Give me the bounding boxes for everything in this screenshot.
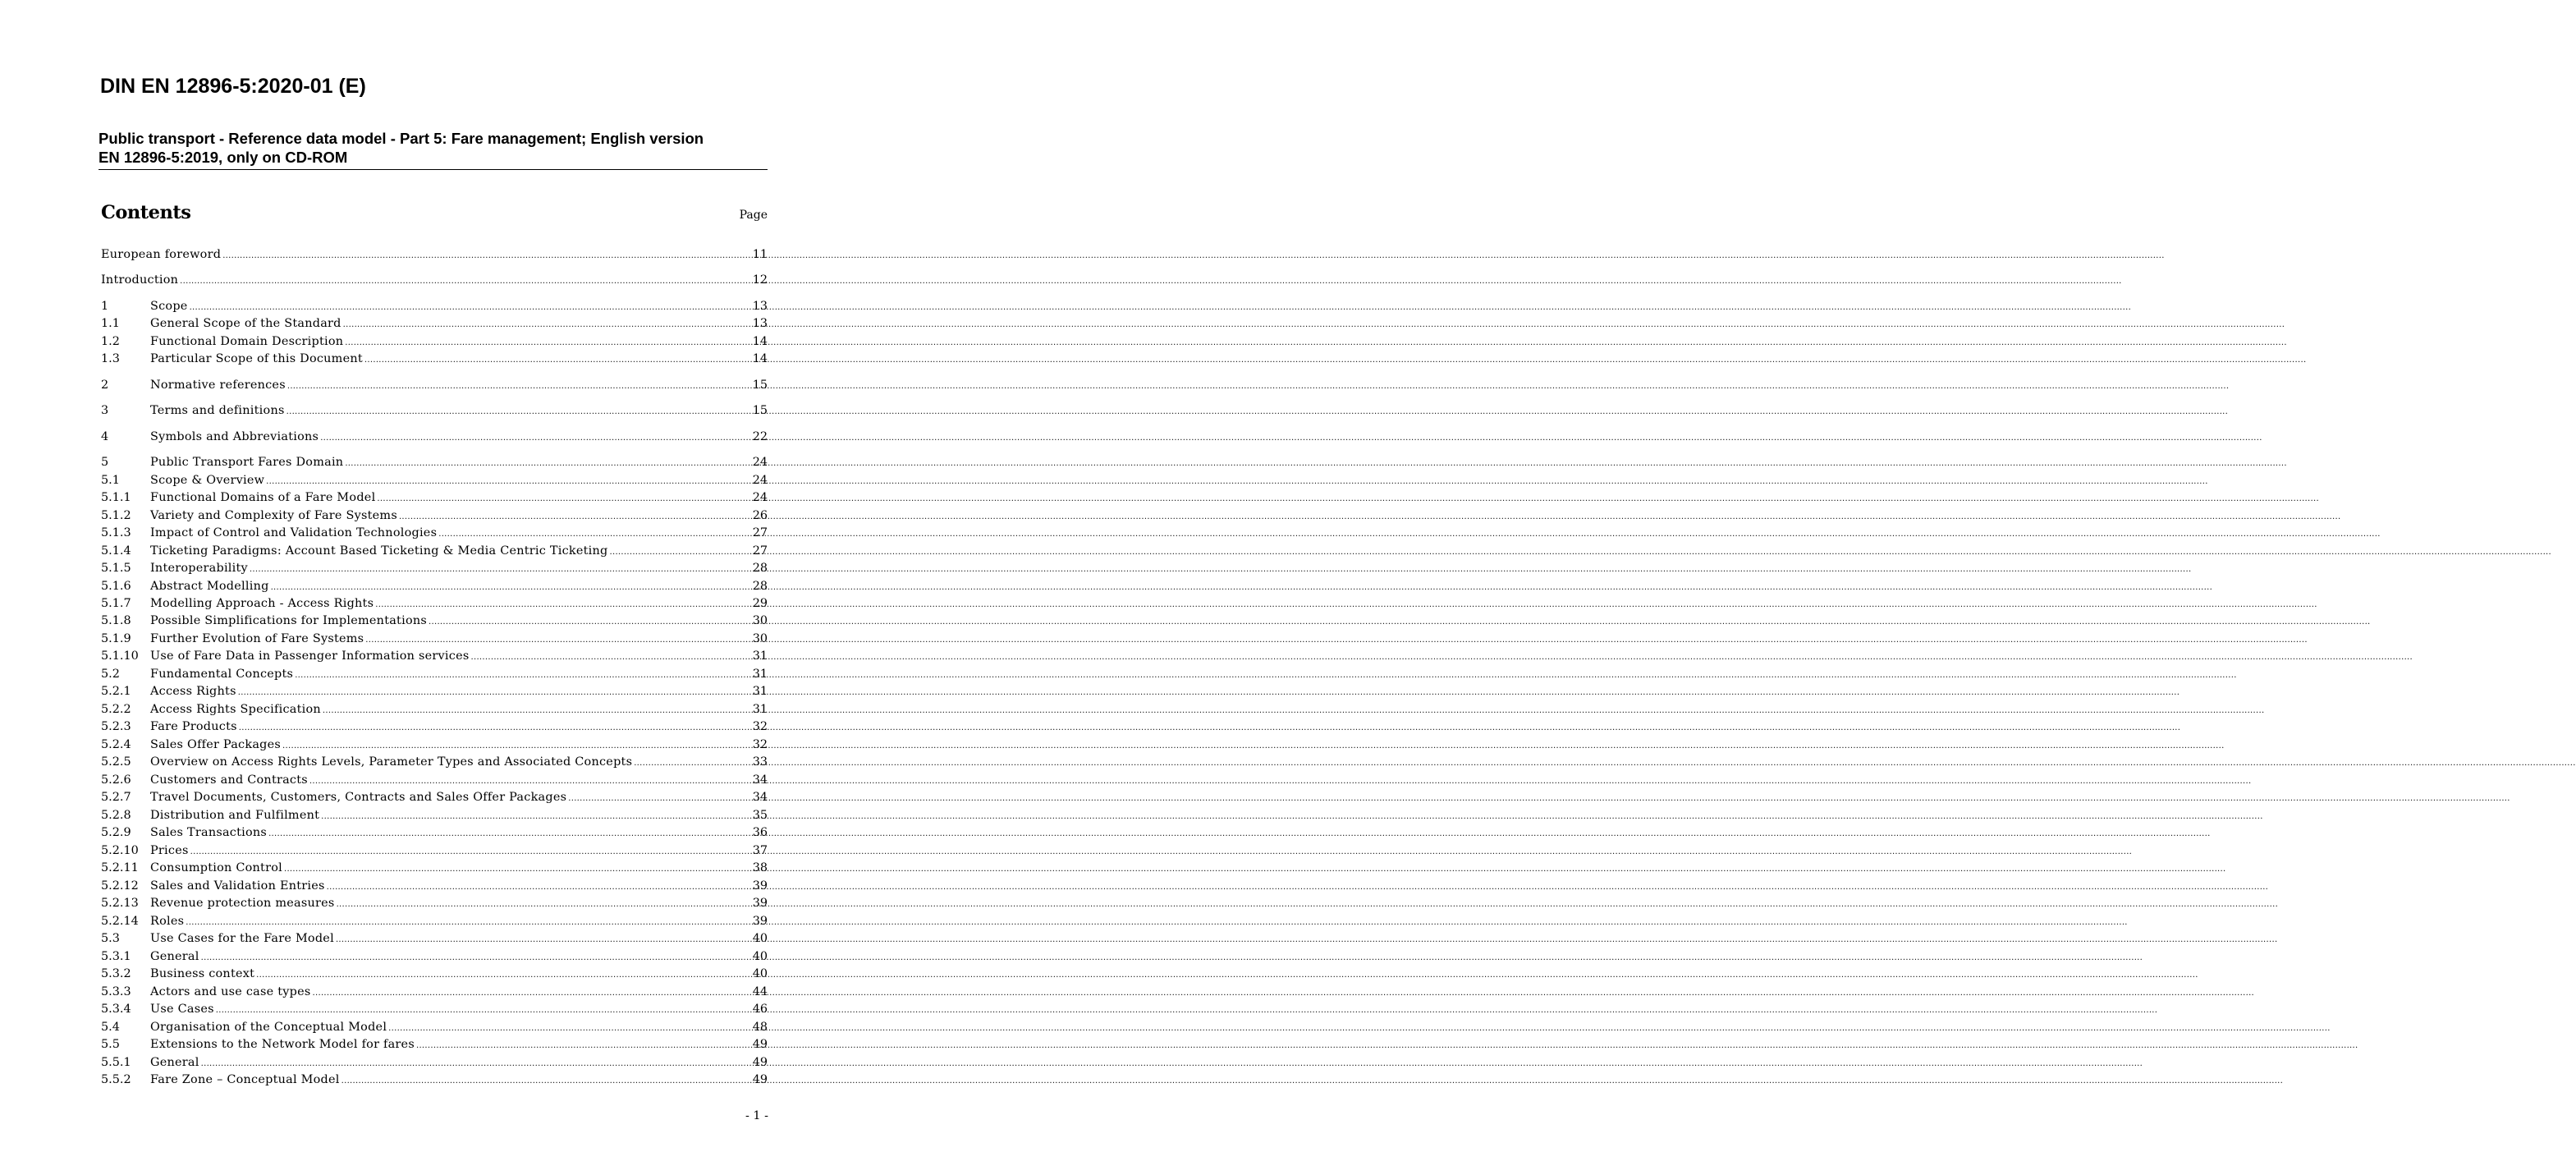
toc-entry-title: Impact of Control and Validation Technologies — [150, 526, 438, 539]
toc-entry-number: 5.5.1 — [101, 1056, 131, 1069]
toc-entry[interactable] — [101, 842, 768, 860]
toc-entry-number: 5.4 — [101, 1021, 120, 1034]
toc-entry[interactable] — [101, 718, 768, 736]
toc-entry[interactable] — [101, 507, 768, 525]
toc-entry-title: Scope & Overview — [150, 474, 265, 487]
toc-entry-number: 5.2.1 — [101, 685, 131, 698]
toc-entry-number: 5.2.9 — [101, 826, 131, 839]
toc-entry[interactable] — [101, 315, 768, 333]
toc-entry-title: Modelling Approach - Access Rights — [150, 597, 374, 610]
toc-entry[interactable] — [101, 878, 768, 895]
toc-entry-page: 31 — [752, 703, 768, 716]
toc-entry-number: 5.2.14 — [101, 915, 139, 928]
toc-entry[interactable] — [101, 948, 768, 966]
toc-dot-leader — [201, 1055, 751, 1072]
toc-dot-leader — [337, 896, 751, 913]
page-number: - 1 - — [745, 1109, 768, 1122]
toc-entry-title: General — [150, 950, 199, 963]
toc-dot-leader — [286, 403, 751, 420]
toc-entry-number: 5.1.8 — [101, 614, 131, 627]
toc-entry-title: Symbols and Abbreviations — [150, 430, 319, 443]
toc-entry-title: Terms and definitions — [150, 404, 285, 417]
header-divider — [99, 169, 768, 170]
toc-dot-leader — [343, 316, 751, 333]
toc-entry-number: 1 — [101, 300, 109, 313]
toc-entry-title: Fare Zone – Conceptual Model — [150, 1073, 340, 1086]
toc-entry-title: Distribution and Fulfilment — [150, 809, 320, 822]
toc-entry-page: 15 — [752, 404, 768, 417]
toc-entry-page: 31 — [752, 668, 768, 681]
toc-entry-number: 5.1.6 — [101, 580, 131, 593]
toc-entry[interactable] — [101, 807, 768, 824]
toc-dot-leader — [323, 702, 751, 719]
toc-entry-title: General — [150, 1056, 199, 1069]
toc-dot-leader — [429, 613, 751, 631]
toc-dot-leader — [365, 631, 750, 649]
toc-entry[interactable] — [101, 648, 768, 665]
toc-entry-title: Overview on Access Rights Levels, Parameter Types and Associated Concepts — [150, 755, 633, 769]
toc-entry-number: 5.3.4 — [101, 1003, 131, 1016]
toc-dot-leader — [190, 843, 751, 861]
toc-dot-leader — [320, 429, 751, 447]
toc-entry-title: Use Cases — [150, 1003, 214, 1016]
toc-entry-page: 37 — [752, 844, 768, 857]
toc-entry[interactable] — [101, 402, 768, 420]
toc-dot-leader — [345, 455, 750, 472]
toc-entry[interactable] — [101, 772, 768, 789]
toc-entry-title: Ticketing Paradigms: Account Based Ticketing & Media Centric Ticketing — [150, 544, 608, 558]
toc-entry-number: 4 — [101, 430, 109, 443]
toc-entry-number: 5.2 — [101, 668, 120, 681]
toc-entry-title: European foreword — [101, 248, 222, 261]
toc-entry-page: 35 — [752, 809, 768, 822]
toc-entry[interactable] — [101, 966, 768, 983]
toc-entry-title: Fare Products — [150, 720, 237, 733]
toc-entry-page: 48 — [752, 1021, 768, 1034]
toc-entry-number: 5.3 — [101, 932, 120, 945]
toc-entry[interactable] — [101, 272, 768, 289]
toc-entry-page: 13 — [752, 317, 768, 330]
toc-dot-leader — [610, 544, 751, 561]
toc-dot-leader — [268, 825, 751, 842]
toc-entry-title: Use Cases for the Fare Model — [150, 932, 334, 945]
toc-dot-leader — [438, 526, 750, 543]
toc-entry-page: 39 — [752, 897, 768, 910]
toc-entry-number: 5.1.2 — [101, 509, 131, 522]
toc-entry-title: Access Rights Specification — [150, 703, 321, 716]
toc-entry[interactable] — [101, 1054, 768, 1072]
toc-entry-page: 32 — [752, 720, 768, 733]
toc-entry[interactable] — [101, 333, 768, 351]
toc-entry[interactable] — [101, 701, 768, 718]
toc-entry-page: 32 — [752, 738, 768, 751]
toc-entry-title: Functional Domain Description — [150, 335, 344, 348]
toc-entry[interactable] — [101, 1019, 768, 1036]
toc-entry-title: Scope — [150, 300, 188, 313]
toc-entry-page: 29 — [752, 597, 768, 610]
toc-entry-page: 14 — [752, 352, 768, 365]
toc-entry-number: 5.2.2 — [101, 703, 131, 716]
toc-entry-title: Actors and use case types — [150, 985, 311, 998]
toc-entry-number: 5.1.1 — [101, 491, 131, 504]
toc-entry-page: 24 — [752, 474, 768, 487]
toc-entry-page: 27 — [752, 544, 768, 558]
toc-entry-page: 12 — [752, 273, 768, 287]
toc-entry[interactable] — [101, 860, 768, 877]
toc-entry-number: 1.3 — [101, 352, 120, 365]
toc-entry-page: 49 — [752, 1073, 768, 1086]
toc-entry[interactable] — [101, 454, 768, 471]
toc-dot-leader — [282, 737, 751, 755]
toc-entry-page: 40 — [752, 967, 768, 980]
toc-entry[interactable] — [101, 737, 768, 754]
page-column-label: Page — [739, 209, 768, 222]
toc-dot-leader — [284, 861, 751, 878]
toc-entry-title: Access Rights — [150, 685, 236, 698]
toc-entry-title: Introduction — [101, 273, 179, 287]
toc-entry[interactable] — [101, 930, 768, 948]
toc-dot-leader — [345, 334, 750, 351]
toc-dot-leader — [186, 914, 750, 931]
toc-entry-title: Revenue protection measures — [150, 897, 335, 910]
toc-dot-leader — [321, 808, 751, 825]
toc-entry[interactable] — [101, 377, 768, 394]
toc-entry-page: 15 — [752, 379, 768, 392]
toc-entry[interactable] — [101, 631, 768, 648]
toc-entry-number: 5.5.2 — [101, 1073, 131, 1086]
toc-entry-number: 5.1.9 — [101, 632, 131, 645]
toc-entry-title: Interoperability — [150, 562, 248, 575]
toc-entry-number: 5.2.4 — [101, 738, 131, 751]
toc-entry-number: 5.1.7 — [101, 597, 131, 610]
toc-entry-title: Abstract Modelling — [150, 580, 269, 593]
toc-entry-page: 34 — [752, 773, 768, 787]
toc-dot-leader — [341, 1072, 751, 1090]
toc-entry-page: 28 — [752, 580, 768, 593]
toc-entry-number: 5.5 — [101, 1038, 120, 1051]
toc-entry-page: 31 — [752, 649, 768, 663]
toc-entry-title: Normative references — [150, 379, 286, 392]
toc-entry-number: 1.2 — [101, 335, 120, 348]
toc-entry[interactable] — [101, 984, 768, 1001]
toc-entry[interactable] — [101, 525, 768, 542]
toc-entry-page: 14 — [752, 335, 768, 348]
toc-dot-leader — [634, 755, 750, 772]
toc-entry-page: 39 — [752, 915, 768, 928]
toc-entry-title: Customers and Contracts — [150, 773, 308, 787]
toc-entry[interactable] — [101, 298, 768, 315]
toc-entry-title: Public Transport Fares Domain — [150, 456, 344, 469]
toc-entry[interactable] — [101, 789, 768, 806]
toc-entry-number: 5.1.5 — [101, 562, 131, 575]
toc-entry[interactable] — [101, 666, 768, 683]
toc-entry-title: Possible Simplifications for Implementations — [150, 614, 428, 627]
toc-entry-number: 5.2.8 — [101, 809, 131, 822]
toc-entry[interactable] — [101, 1001, 768, 1018]
toc-entry-title: Particular Scope of this Document — [150, 352, 363, 365]
toc-entry[interactable] — [101, 754, 768, 771]
toc-entry[interactable] — [101, 246, 768, 264]
toc-entry-page: 31 — [752, 685, 768, 698]
toc-entry-number: 3 — [101, 404, 109, 417]
toc-dot-leader — [271, 579, 751, 596]
toc-entry-page: 30 — [752, 632, 768, 645]
toc-entry-page: 40 — [752, 950, 768, 963]
toc-entry-title: Roles — [150, 915, 185, 928]
toc-entry-page: 24 — [752, 491, 768, 504]
toc-entry-number: 5.1.10 — [101, 649, 139, 663]
document-id: DIN EN 12896-5:2020-01 (E) — [100, 75, 366, 98]
toc-entry-number: 5.2.6 — [101, 773, 131, 787]
toc-entry-title: General Scope of the Standard — [150, 317, 341, 330]
toc-entry-title: Fundamental Concepts — [150, 668, 294, 681]
toc-dot-leader — [568, 790, 750, 807]
toc-entry-title: Prices — [150, 844, 189, 857]
toc-entry[interactable] — [101, 595, 768, 613]
toc-entry-page: 11 — [752, 248, 768, 261]
toc-entry-number: 5.2.11 — [101, 861, 139, 874]
toc-entry-page: 36 — [752, 826, 768, 839]
toc-dot-leader — [256, 966, 751, 984]
toc-entry-number: 2 — [101, 379, 109, 392]
toc-entry-page: 34 — [752, 791, 768, 804]
toc-entry[interactable] — [101, 895, 768, 912]
toc-dot-leader — [388, 1020, 751, 1037]
toc-entry-number: 5.3.1 — [101, 950, 131, 963]
toc-dot-leader — [377, 490, 750, 507]
toc-dot-leader — [180, 273, 751, 290]
toc-dot-leader — [416, 1037, 751, 1054]
toc-entry[interactable] — [101, 543, 768, 560]
contents-heading: Contents — [101, 202, 191, 223]
toc-entry-page: 27 — [752, 526, 768, 539]
subtitle-line-2: EN 12896-5:2019, only on CD-ROM — [99, 149, 348, 166]
toc-entry-page: 33 — [752, 755, 768, 769]
toc-entry[interactable] — [101, 1036, 768, 1053]
toc-entry-number: 5.1 — [101, 474, 120, 487]
toc-entry-page: 49 — [752, 1056, 768, 1069]
toc-dot-leader — [287, 378, 751, 395]
toc-entry-number: 5 — [101, 456, 109, 469]
toc-entry-number: 5.2.13 — [101, 897, 139, 910]
toc-entry-page: 46 — [752, 1003, 768, 1016]
toc-dot-leader — [313, 984, 751, 1002]
toc-entry[interactable] — [101, 578, 768, 595]
toc-entry-title: Business context — [150, 967, 255, 980]
toc-entry-page: 28 — [752, 562, 768, 575]
toc-entry-page: 22 — [752, 430, 768, 443]
toc-entry-number: 1.1 — [101, 317, 120, 330]
toc-entry-title: Travel Documents, Customers, Contracts and Sales Offer Packages — [150, 791, 567, 804]
toc-entry-number: 5.1.4 — [101, 544, 131, 558]
toc-dot-leader — [222, 247, 751, 264]
toc-dot-leader — [201, 949, 751, 966]
toc-entry-page: 38 — [752, 861, 768, 874]
toc-entry-page: 49 — [752, 1038, 768, 1051]
document-subtitle — [99, 129, 768, 167]
toc-entry-title: Functional Domains of a Fare Model — [150, 491, 376, 504]
toc-entry-page: 40 — [752, 932, 768, 945]
toc-dot-leader — [327, 879, 751, 896]
toc-entry-page: 30 — [752, 614, 768, 627]
toc-entry-title: Organisation of the Conceptual Model — [150, 1021, 387, 1034]
toc-entry[interactable] — [101, 613, 768, 630]
toc-entry-number: 5.2.3 — [101, 720, 131, 733]
toc-dot-leader — [239, 719, 751, 737]
toc-entry-page: 26 — [752, 509, 768, 522]
toc-entry-title: Sales Offer Packages — [150, 738, 282, 751]
toc-entry-title: Variety and Complexity of Fare Systems — [150, 509, 397, 522]
toc-entry-title: Further Evolution of Fare Systems — [150, 632, 364, 645]
toc-entry[interactable] — [101, 913, 768, 930]
toc-dot-leader — [238, 684, 751, 701]
toc-dot-leader — [250, 561, 751, 578]
toc-dot-leader — [364, 351, 751, 369]
toc-dot-leader — [375, 596, 750, 613]
toc-entry[interactable] — [101, 824, 768, 842]
toc-entry-page: 13 — [752, 300, 768, 313]
toc-entry-title: Consumption Control — [150, 861, 282, 874]
toc-entry-number: 5.3.2 — [101, 967, 131, 980]
toc-entry-number: 5.2.12 — [101, 879, 139, 893]
toc-entry-number: 5.2.5 — [101, 755, 131, 769]
toc-entry-page: 44 — [752, 985, 768, 998]
toc-dot-leader — [295, 667, 751, 684]
toc-dot-leader — [399, 508, 751, 526]
toc-dot-leader — [471, 649, 751, 666]
toc-entry-number: 5.3.3 — [101, 985, 131, 998]
toc-dot-leader — [309, 773, 751, 790]
toc-entry[interactable] — [101, 429, 768, 446]
toc-entry[interactable] — [101, 351, 768, 368]
toc-entry-number: 5.2.10 — [101, 844, 139, 857]
toc-dot-leader — [216, 1002, 751, 1019]
toc-dot-leader — [336, 931, 751, 948]
toc-entry[interactable] — [101, 472, 768, 489]
toc-dot-leader — [266, 473, 751, 490]
toc-entry[interactable] — [101, 560, 768, 577]
toc-entry-number: 5.1.3 — [101, 526, 131, 539]
subtitle-line-1: Public transport - Reference data model - Part 5: Fare management; English version — [99, 130, 704, 147]
toc-entry-title: Extensions to the Network Model for fares — [150, 1038, 415, 1051]
toc-entry[interactable] — [101, 489, 768, 507]
toc-dot-leader — [190, 299, 751, 316]
toc-entry-title: Sales Transactions — [150, 826, 268, 839]
toc-entry[interactable] — [101, 683, 768, 700]
toc-entry-title: Use of Fare Data in Passenger Information services — [150, 649, 470, 663]
toc-entry-page: 39 — [752, 879, 768, 893]
toc-entry-number: 5.2.7 — [101, 791, 131, 804]
toc-entry[interactable] — [101, 1072, 768, 1089]
toc-entry-page: 24 — [752, 456, 768, 469]
toc-entry-title: Sales and Validation Entries — [150, 879, 325, 893]
